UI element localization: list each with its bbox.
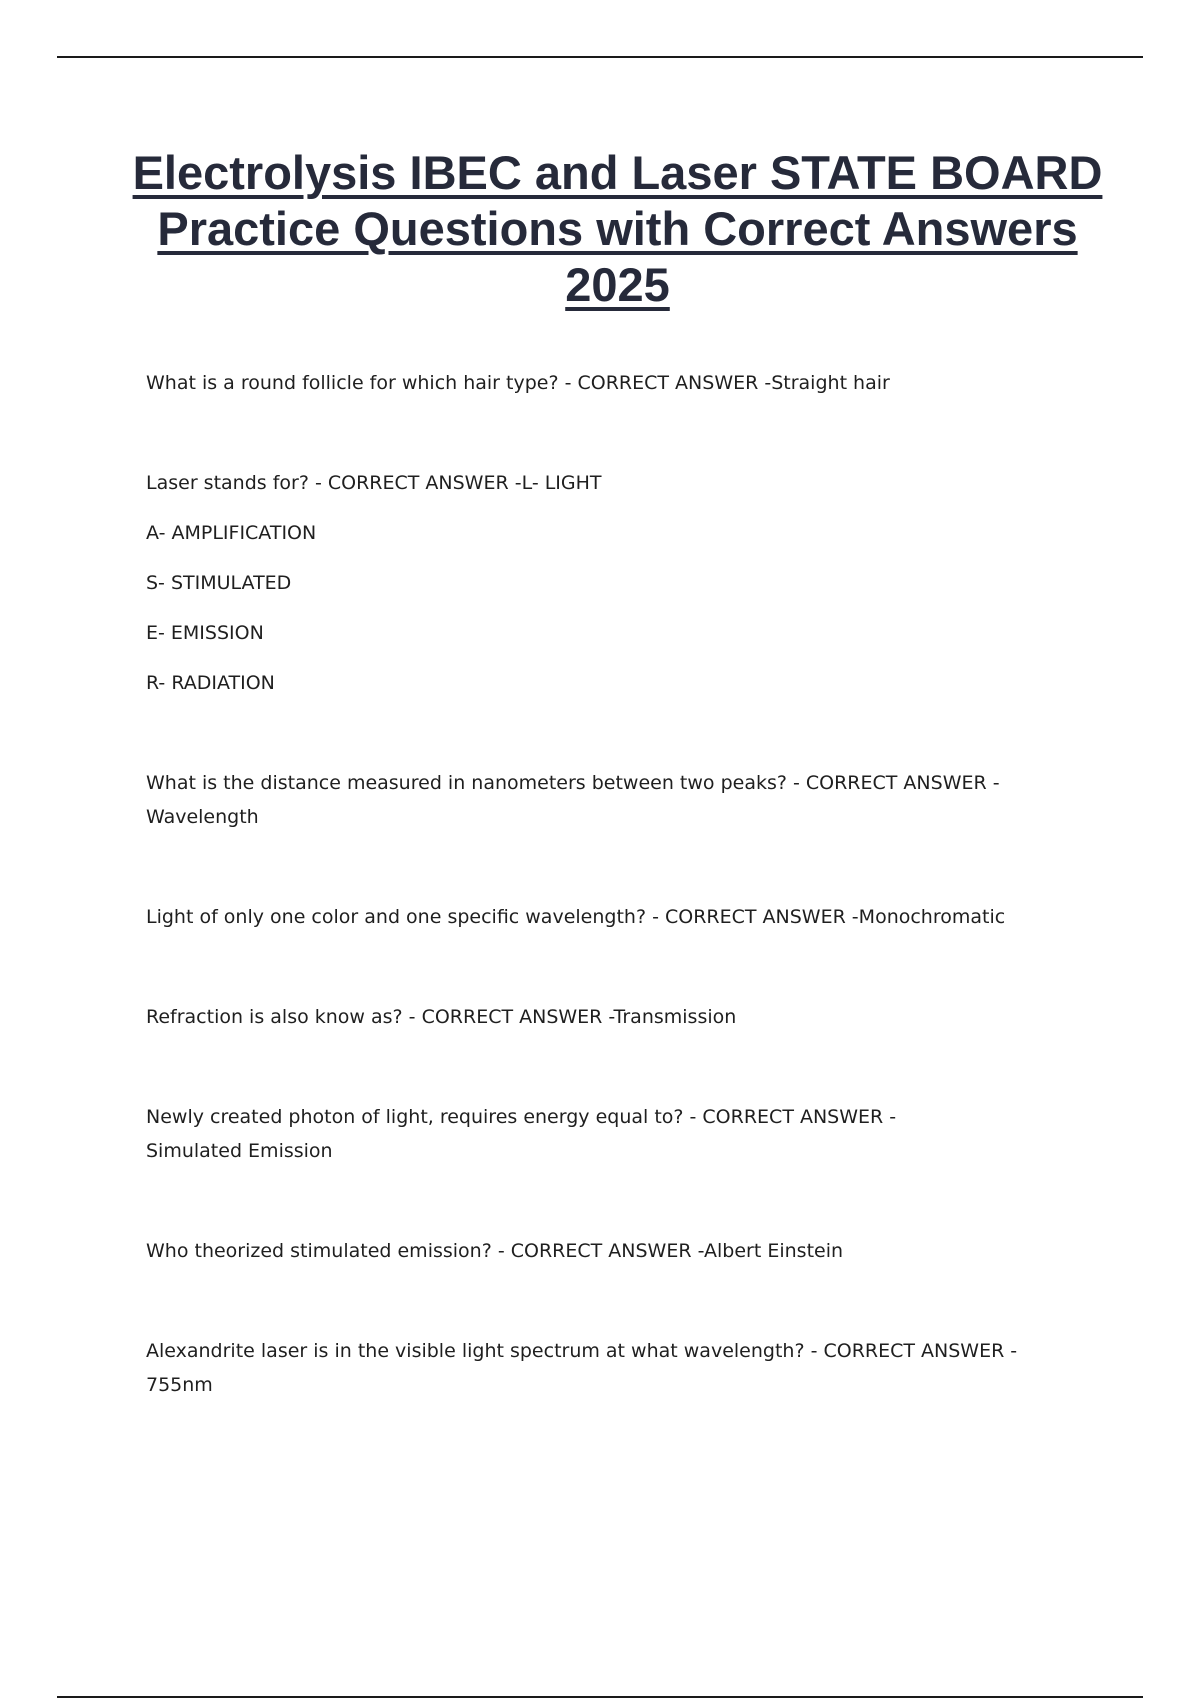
answer-separator: - CORRECT ANSWER - bbox=[786, 772, 1000, 794]
answer-text: Transmission bbox=[613, 1006, 737, 1028]
qa-item bbox=[146, 766, 1046, 834]
document-title: Electrolysis IBEC and Laser STATE BOARD Practice Questions with Correct Answers 2025 bbox=[132, 146, 1103, 311]
answer-separator: - CORRECT ANSWER - bbox=[683, 1106, 897, 1128]
acronym-line: S- STIMULATED bbox=[146, 572, 292, 594]
answer-separator: - CORRECT ANSWER - bbox=[308, 472, 522, 494]
bottom-rule bbox=[57, 1696, 1143, 1698]
answer-text: Albert Einstein bbox=[704, 1240, 844, 1262]
answer-separator: - CORRECT ANSWER - bbox=[558, 372, 772, 394]
qa-item bbox=[146, 900, 1046, 934]
answer-text: Monochromatic bbox=[858, 906, 1006, 928]
qa-item bbox=[146, 1234, 1046, 1268]
qa-item bbox=[146, 1100, 1046, 1168]
qa-item bbox=[146, 1000, 1046, 1034]
answer-text: Simulated Emission bbox=[146, 1140, 333, 1162]
question-text: Laser stands for? bbox=[146, 472, 309, 494]
acronym-line: E- EMISSION bbox=[146, 622, 264, 644]
question-text: What is a round follicle for which hair type? bbox=[146, 372, 559, 394]
question-text: Newly created photon of light, requires energy equal to? bbox=[146, 1106, 684, 1128]
question-text: Light of only one color and one specific wavelength? bbox=[146, 906, 647, 928]
answer-separator: - CORRECT ANSWER - bbox=[491, 1240, 705, 1262]
answer-text: 755nm bbox=[146, 1374, 213, 1396]
qa-item bbox=[146, 466, 1046, 500]
acronym-line: R- RADIATION bbox=[146, 672, 275, 694]
answer-separator: - CORRECT ANSWER - bbox=[804, 1340, 1018, 1362]
question-text: Refraction is also know as? bbox=[146, 1006, 403, 1028]
top-rule bbox=[57, 56, 1143, 58]
question-text: What is the distance measured in nanometers between two peaks? bbox=[146, 772, 787, 794]
qa-list bbox=[146, 366, 1046, 1402]
question-text: Alexandrite laser is in the visible light spectrum at what wavelength? bbox=[146, 1340, 805, 1362]
qa-item bbox=[146, 1334, 1046, 1402]
qa-item bbox=[146, 366, 1046, 400]
answer-text: Straight hair bbox=[771, 372, 890, 394]
acronym-line: A- AMPLIFICATION bbox=[146, 522, 317, 544]
answer-separator: - CORRECT ANSWER - bbox=[646, 906, 859, 928]
answer-text: Wavelength bbox=[146, 806, 259, 828]
answer-separator: - CORRECT ANSWER - bbox=[402, 1006, 614, 1028]
question-text: Who theorized stimulated emission? bbox=[146, 1240, 492, 1262]
answer-text: L- LIGHT bbox=[521, 472, 602, 494]
